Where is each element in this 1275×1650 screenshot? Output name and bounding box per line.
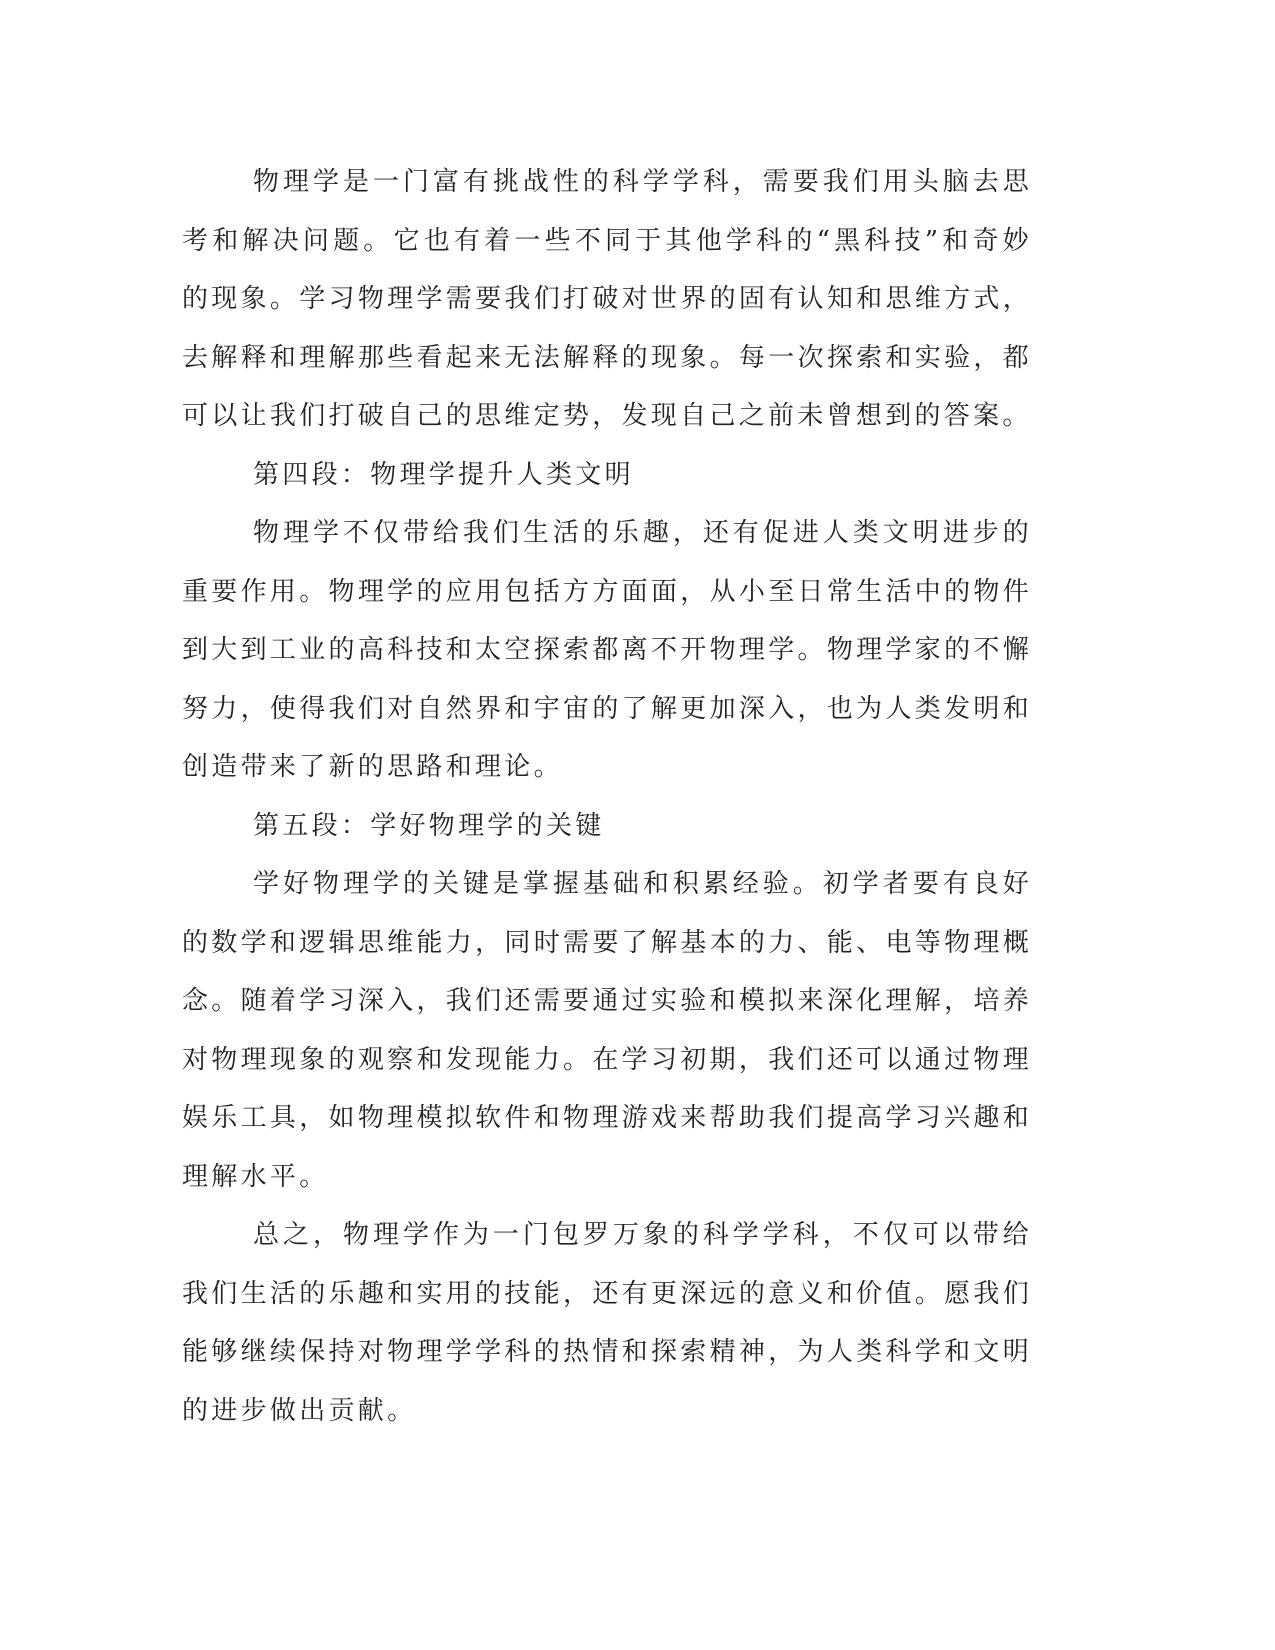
section-heading-4: 第四段：物理学提升人类文明: [253, 459, 634, 490]
paragraph-learning-keys: 学好物理学的关键是掌握基础和积累经验。初学者要有良好的数学和逻辑思维能力，同时需要了解基本的力、能、电等物理概念。随着学习深入，我们还需要通过实验和模拟来深化理解，培养对物理现象的观察和发现能力。在学习初期，我们还可以通过物理娱乐工具，如物理模拟软件和物理游戏来帮助我们提高学习兴趣和理解水平。: [182, 869, 1032, 1192]
paragraph-conclusion: 总之，物理学作为一门包罗万象的科学学科，不仅可以带给我们生活的乐趣和实用的技能，还有更深远的意义和价值。愿我们能够继续保持对物理学学科的热情和探索精神，为人类科学和文明的进步做出贡献。: [182, 1220, 1032, 1426]
document-body: [182, 153, 1032, 1440]
paragraph-physics-civilization: 物理学不仅带给我们生活的乐趣，还有促进人类文明进步的重要作用。物理学的应用包括方方面面，从小至日常生活中的物件到大到工业的高科技和太空探索都离不开物理学。物理学家的不懈努力，使得我们对自然界和宇宙的了解更加深入，也为人类发明和创造带来了新的思路和理论。: [182, 518, 1032, 782]
section-heading-5: 第五段：学好物理学的关键: [253, 810, 605, 841]
paragraph-physics-challenge: 物理学是一门富有挑战性的科学学科，需要我们用头脑去思考和解决问题。它也有着一些不同于其他学科的“黑科技”和奇妙的现象。学习物理学需要我们打破对世界的固有认知和思维方式，去解释和理解那些看起来无法解释的现象。每一次探索和实验，都可以让我们打破自己的思维定势，发现自己之前未曾想到的答案。: [182, 167, 1032, 431]
